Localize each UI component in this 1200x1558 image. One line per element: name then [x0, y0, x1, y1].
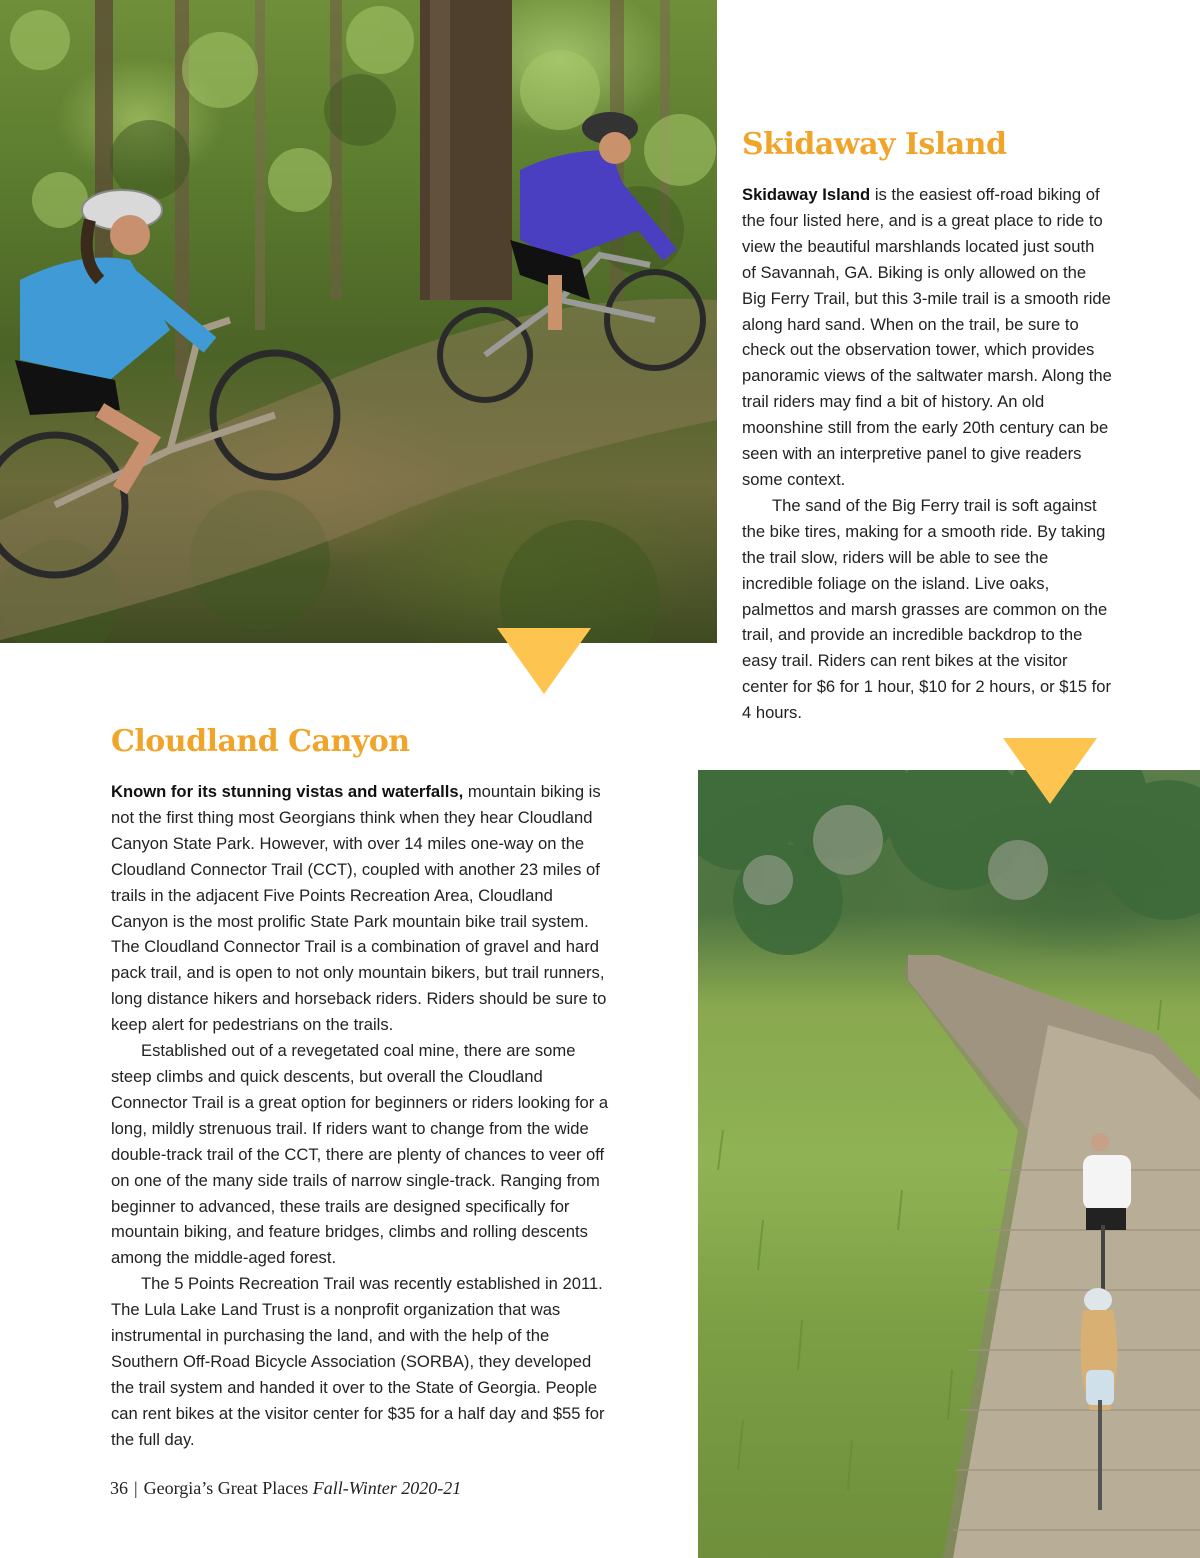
cloudland-paragraph-1 [111, 779, 611, 1038]
skidaway-paragraph-2: The sand of the Big Ferry trail is soft against the bike tires, making for a smooth ride. By taking the trail slow, riders will be able to see the incredible foliage on the island. Live oaks, palmettos and marsh grasses are common on the trail, and provide an incredible backdrop to the easy trail. Riders can rent bikes at the visitor center for $6 for 1 hour, $10 for 2 hours, or $15 for 4 hours. [742, 495, 1111, 723]
cloudland-paragraph-2: Established out of a revegetated coal mine, there are some steep climbs and quick descents, but overall the Cloudland Connector Trail is a great option for beginners or riders looking for a long, mildly strenuous trail. If riders want to change from the wide double-track trail of the CCT, there are plenty of chances to veer off on one of the many side trails of narrow single-track. Ranging from beginner to advanced, these trails are designed specifically for mountain biking, and feature bridges, climbs and rolling descents among the middle-aged forest. [111, 1041, 609, 1268]
cloudland-paragraph-3: The 5 Points Recreation Trail was recently established in 2011. The Lula Lake Land Trust is a nonprofit organization that was instrumental in purchasing the land, and with the help of the Southern Off-Road Bicycle Association (SORBA), they developed the trail system and handed it over to the State of Georgia. People can rent bikes at the visitor center for $35 for a half day and $55 for the full day. [111, 1274, 605, 1449]
cloudland-article [111, 779, 611, 1453]
section-triangle-icon [1003, 738, 1097, 804]
page-number: 36 [110, 1478, 128, 1498]
skidaway-lead: Skidaway Island [742, 185, 871, 204]
skidaway-paragraph-1 [742, 182, 1112, 493]
skidaway-paragraph-1-text: is the easiest off-road biking of the four listed here, and is a great place to ride to view the beautiful marshlands located just south of Savannah, GA. Biking is only allowed on the Big Ferry Trail, but this 3-mile trail is a smooth ride along hard sand. When on the trail, be sure to check out the observation tower, which provides panoramic views of the saltwater marsh. Along the trail riders may find a bit of history. An old moonshine still from the early 20th century can be seen with an interpretive panel to give readers some context. [742, 185, 1112, 489]
mountain-bikers-forest-photo-icon [0, 0, 717, 643]
cloudland-lead: Known for its stunning vistas and waterfalls, [111, 782, 464, 801]
marsh-boardwalk-photo [698, 770, 1200, 1558]
page-footer [110, 1478, 461, 1499]
issue-name: Fall-Winter 2020-21 [312, 1478, 462, 1498]
section-triangle-icon [497, 628, 591, 694]
cloudland-heading: Cloudland Canyon [111, 724, 410, 759]
boardwalk-cyclists-marsh-photo-icon [698, 770, 1200, 1558]
skidaway-article [742, 182, 1112, 726]
skidaway-heading: Skidaway Island [742, 127, 1007, 162]
footer-separator: | [134, 1478, 138, 1498]
forest-bikers-photo [0, 0, 717, 643]
publication-name: Georgia’s Great Places [143, 1478, 309, 1498]
cloudland-paragraph-1-text: mountain biking is not the first thing most Georgians think when they hear Cloudland Canyon State Park. However, with over 14 miles one-way on the Cloudland Connector Trail (CCT), coupled with another 23 miles of trails in the adjacent Five Points Recreation Area, Cloudland Canyon is the most prolific State Park mountain bike trail system. The Cloudland Connector Trail is a combination of gravel and hard pack trail, and is open to not only mountain bikers, but trail runners, long distance hikers and horseback riders. Riders should be sure to keep alert for pedestrians on the trails. [111, 782, 607, 1035]
